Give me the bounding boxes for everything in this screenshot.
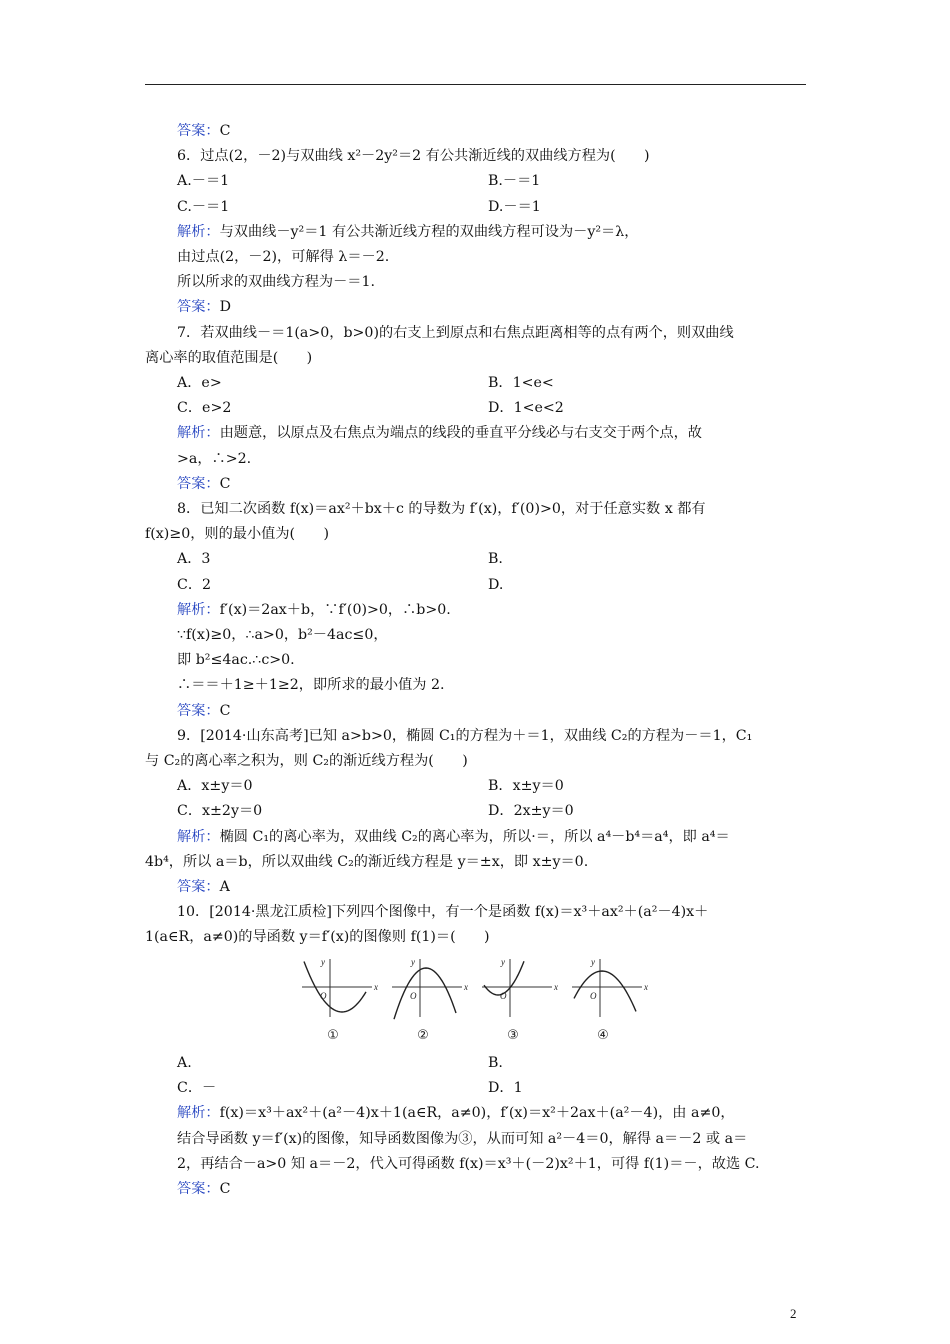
line-text: f′(x)＝2ax＋b，∵f′(0)>0，∴b>0.: [219, 601, 451, 618]
line-text: C: [219, 123, 231, 139]
option-left: A．x±y＝0: [177, 778, 253, 795]
answer-label: 答案：: [177, 1181, 220, 1197]
option-left: A.－＝1: [177, 173, 230, 190]
answer-label: 答案：: [177, 123, 220, 139]
origin-label: O: [320, 991, 327, 1001]
option-left: C．x±2y＝0: [177, 803, 263, 820]
y-axis-label: y: [501, 957, 505, 967]
answer-label: 答案：: [177, 299, 220, 316]
text-line: 4b⁴，所以 a＝b，所以双曲线 C₂的渐近线方程是 y＝±x，即 x±y＝0.: [145, 853, 589, 870]
derivative-curve: [394, 968, 456, 1019]
option-right: B.－＝1: [488, 173, 541, 190]
text-line: 与 C₂的离心率之积为，则 C₂的渐近线方程为( ): [145, 753, 468, 769]
analysis-label: 解析：: [177, 425, 220, 442]
option-right: B.: [488, 1055, 503, 1071]
text-line: 由过点(2，－2)，可解得 λ＝－2.: [177, 249, 390, 265]
option-left: A．e>: [177, 375, 222, 391]
answer-line: [177, 474, 230, 494]
text-line: 2，再结合－a>0 知 a＝－2，代入可得函数 f(x)＝x³＋(－2)x²＋1，可得 f(1)＝－，故选 C.: [177, 1155, 760, 1172]
analysis-line: [177, 1103, 735, 1123]
origin-label: O: [500, 991, 507, 1001]
graph-3: [482, 957, 558, 1043]
line-text: A: [219, 879, 230, 895]
graph-label: ④: [597, 1028, 609, 1043]
line-text: C: [219, 1181, 231, 1197]
x-axis-label: x: [374, 982, 378, 992]
answer-label: 答案：: [177, 475, 220, 492]
question-stem: 6．过点(2，－2)与双曲线 x²－2y²＝2 有公共渐近线的双曲线方程为( ): [177, 148, 650, 165]
origin-label: O: [590, 991, 597, 1001]
x-axis-label: x: [464, 982, 468, 992]
line-text: 与双曲线－y²＝1 有公共渐近线方程的双曲线方程可设为－y²＝λ，: [219, 223, 639, 240]
text-line: >a，∴>2.: [177, 450, 252, 467]
answer-line: [177, 121, 230, 141]
option-left: C.－＝1: [177, 198, 230, 215]
analysis-line: [177, 423, 702, 443]
answer-line: [177, 877, 230, 897]
line-text: 椭圆 C₁的离心率为，双曲线 C₂的离心率为，所以·＝，所以 a⁴－b⁴＝a⁴，即 a⁴＝: [219, 828, 730, 845]
option-left: A.: [177, 1055, 192, 1071]
option-right: B.: [488, 551, 503, 568]
line-text: f(x)＝x³＋ax²＋(a²－4)x＋1(a∈R，a≠0)，f′(x)＝x²＋2ax＋(a²－4)，由 a≠0，: [219, 1105, 735, 1122]
text-line: 离心率的取值范围是( ): [145, 349, 313, 366]
graph-label: ③: [507, 1028, 519, 1043]
analysis-line: [177, 827, 730, 847]
option-left: C．－: [177, 1080, 217, 1097]
text-line: 所以所求的双曲线方程为－＝1.: [177, 274, 375, 291]
y-axis-label: y: [591, 957, 595, 967]
text-line: 即 b²≤4ac.∴c>0.: [177, 652, 295, 669]
derivative-curve: [574, 971, 636, 1011]
header-rule: [145, 84, 806, 85]
answer-label: 答案：: [177, 702, 220, 719]
question-stem: 7．若双曲线－＝1(a>0，b>0)的右支上到原点和右焦点距离相等的点有两个，则双曲线: [177, 324, 734, 341]
graph-2: [392, 957, 468, 1043]
y-axis-label: y: [411, 957, 415, 967]
option-right: B．x±y＝0: [488, 778, 564, 795]
question-stem: 9．[2014·山东高考]已知 a>b>0，椭圆 C₁的方程为＋＝1，双曲线 C₂的方程为－＝1，C₁: [177, 727, 753, 744]
analysis-label: 解析：: [177, 601, 220, 618]
derivative-graphs-figure: [300, 955, 660, 1043]
option-left: C．e>2: [177, 400, 232, 417]
graph-4: [572, 957, 648, 1043]
answer-label: 答案：: [177, 879, 220, 895]
y-axis-label: y: [321, 957, 325, 967]
x-axis-label: x: [554, 982, 558, 992]
analysis-label: 解析：: [177, 828, 220, 845]
origin-label: O: [410, 991, 417, 1001]
option-right: D．1<e<2: [488, 400, 564, 417]
answer-line: [177, 297, 231, 317]
option-right: D．2x±y＝0: [488, 803, 574, 820]
question-stem: 8．已知二次函数 f(x)＝ax²＋bx＋c 的导数为 f′(x)，f′(0)>0，对于任意实数 x 都有: [177, 501, 706, 517]
answer-line: [177, 701, 230, 721]
x-axis-label: x: [644, 982, 648, 992]
question-stem: 10．[2014·黑龙江质检]下列四个图像中，有一个是函数 f(x)＝x³＋ax²＋(a²－4)x＋: [177, 904, 709, 921]
option-left: C．2: [177, 576, 212, 593]
text-line: ∵f(x)≥0，∴a>0，b²－4ac≤0，: [177, 627, 388, 643]
text-line: f(x)≥0，则的最小值为( ): [145, 526, 329, 543]
text-line: 结合导函数 y＝f′(x)的图像，知导函数图像为③，从而可知 a²－4＝0，解得 a＝－2 或 a＝: [177, 1130, 748, 1147]
page-number: 2: [790, 1306, 797, 1321]
analysis-label: 解析：: [177, 1105, 220, 1122]
analysis-line: [177, 222, 638, 242]
option-right: B．1<e<: [488, 375, 554, 391]
text-line: 1(a∈R，a≠0)的导函数 y＝f′(x)的图像则 f(1)＝( ): [145, 929, 490, 946]
graph-1: [302, 957, 378, 1043]
analysis-label: 解析：: [177, 223, 220, 240]
option-right: D.－＝1: [488, 198, 541, 215]
answer-line: [177, 1179, 230, 1199]
line-text: C: [219, 702, 231, 719]
graph-label: ①: [327, 1028, 339, 1043]
line-text: 由题意，以原点及右焦点为端点的线段的垂直平分线必与右支交于两个点，故: [219, 425, 702, 442]
line-text: C: [219, 475, 231, 492]
line-text: D: [219, 299, 231, 316]
option-left: A．3: [177, 551, 211, 568]
option-right: D．1: [488, 1080, 523, 1097]
analysis-line: [177, 600, 451, 620]
option-right: D.: [488, 576, 504, 593]
text-line: ∴＝＝＋1≥＋1≥2，即所求的最小值为 2.: [177, 677, 445, 694]
graph-label: ②: [417, 1028, 429, 1043]
